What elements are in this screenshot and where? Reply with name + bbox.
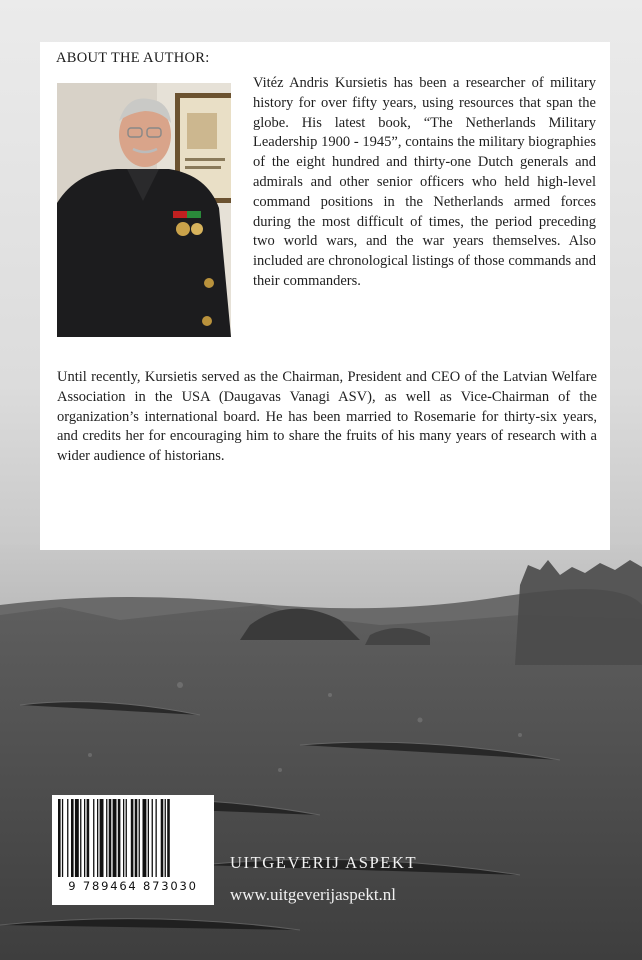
about-author-heading: ABOUT THE AUTHOR: bbox=[56, 50, 210, 66]
about-author-panel bbox=[40, 42, 610, 550]
publisher-name: UITGEVERIJ ASPEKT bbox=[230, 853, 418, 872]
author-bio-paragraph-2: Until recently, Kursietis served as the Chairman, President and CEO of the Latvian Welfare Association in the USA (Daugavas Vanagi ASV), as well as Vice-Chairman of the organization’s international board. He has been married to Rosemarie for thirty-six years, and credits her for encouraging him to share the fruits of his many years of research with a wider audience of historians. bbox=[57, 369, 597, 465]
barcode-bars bbox=[56, 799, 210, 879]
author-portrait-photo bbox=[57, 83, 231, 337]
isbn-number: 9 789464 873030 bbox=[52, 879, 214, 893]
author-bio-paragraph-1: Vitéz Andris Kursietis has been a researcher of military history for over fifty years, using resources that span the globe. His latest book, “The Netherlands Military Leadership 1900 - 1945”, contains the military biographies of the eight hundred and thirty-one Dutch generals and admirals and other senior officers who held high-level command positions in the Netherlands armed forces during the most difficult of times, the period preceding two world wars, and the war years themselves. Also included are chronological listings of those commands and their commanders. bbox=[253, 75, 596, 289]
publisher-website: www.uitgeverijaspekt.nl bbox=[230, 885, 397, 904]
isbn-barcode bbox=[52, 795, 214, 905]
